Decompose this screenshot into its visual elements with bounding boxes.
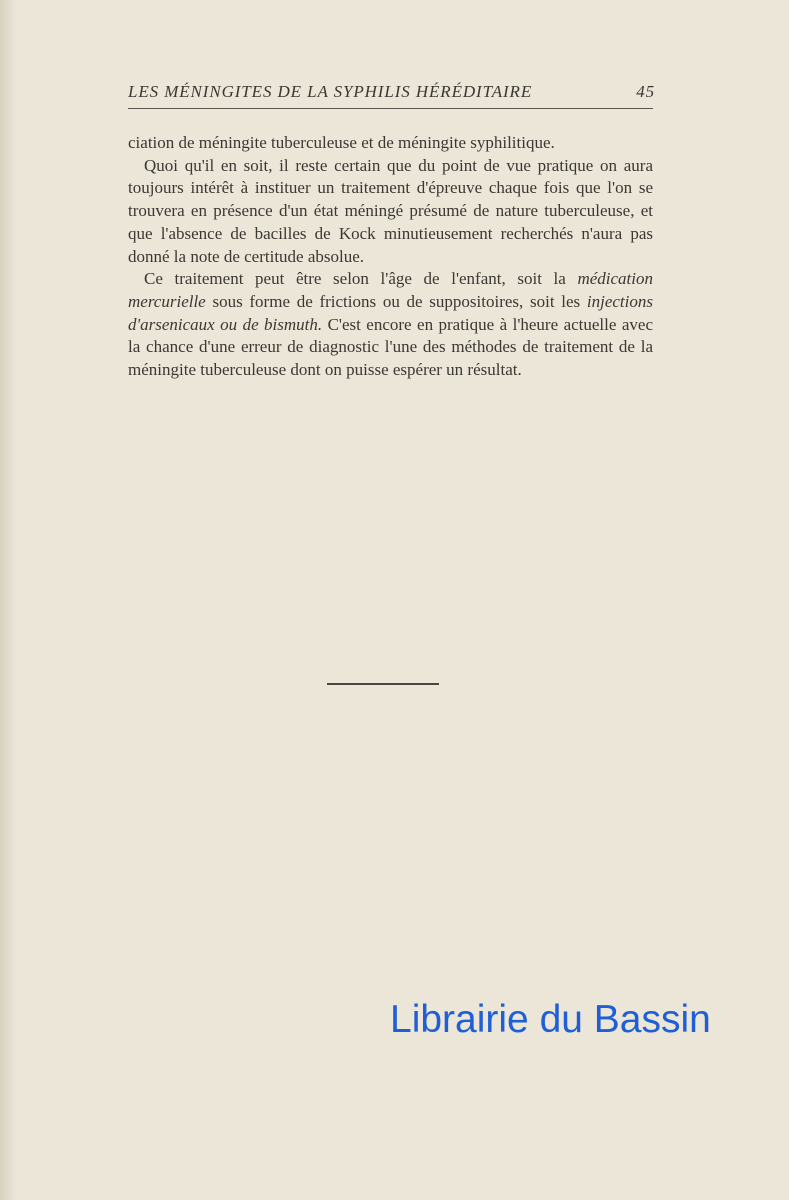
page-gutter-shadow (0, 0, 16, 1200)
paragraph-3-part-1: Ce traitement peut être selon l'âge de l'enfant, soit la (144, 269, 578, 289)
paragraph-3 (128, 268, 653, 382)
paragraph-1: ciation de méningite tuberculeuse et de méningite syphilitique. (128, 133, 555, 152)
running-header (128, 82, 655, 102)
paragraph-3-part-2: sous forme de frictions ou de suppositoires, soit les (205, 291, 587, 311)
running-title: LES MÉNINGITES DE LA SYPHILIS HÉRÉDITAIRE (128, 82, 533, 101)
paragraph-2: Quoi qu'il en soit, il reste certain que du point de vue pratique on aura toujours intérêt à instituer un traitement d'épreuve chaque fois que l'on se trouvera en présence d'un état méningé présumé de nature tuberculeuse, et que l'absence de bacilles de Kock minutieusement recherchés n'aura pas donné la note de certitude absolue. (128, 155, 653, 266)
page-number: 45 (636, 82, 655, 101)
italic-mercurial-medication: médication mercurielle (128, 269, 653, 311)
italic-injections: injections d'arsenicaux ou de bismuth. (128, 291, 653, 334)
section-end-rule (327, 683, 439, 685)
body-text (128, 132, 653, 382)
paragraph-3-part-3: C'est encore en pratique à l'heure actuelle avec la chance d'une erreur de diagnostic l'une des méthodes de traitement de la méningite tuberculeuse dont on puisse espérer un résultat. (128, 314, 653, 380)
watermark-text: Librairie du Bassin (390, 998, 711, 1041)
header-rule (128, 108, 653, 109)
